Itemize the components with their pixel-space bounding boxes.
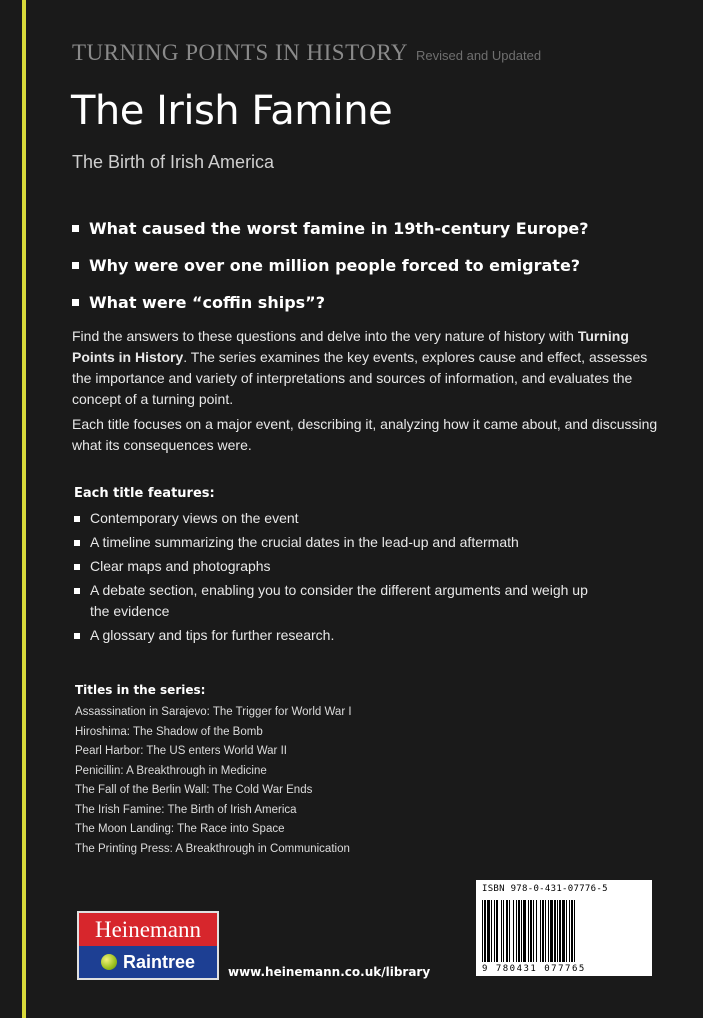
square-bullet-icon bbox=[72, 299, 79, 306]
intro-text: Find the answers to these questions and delve into the very nature of history with bbox=[72, 328, 578, 344]
publisher-logo bbox=[77, 911, 219, 980]
square-bullet-icon bbox=[74, 540, 80, 546]
feature-text: A debate section, enabling you to consider the different arguments and weigh up the evidence bbox=[90, 582, 588, 619]
logo-heinemann: Heinemann bbox=[79, 913, 217, 946]
isbn-label: ISBN 978-0-431-07776-5 bbox=[482, 884, 608, 894]
question-item bbox=[72, 284, 589, 321]
square-bullet-icon bbox=[74, 516, 80, 522]
barcode bbox=[476, 880, 652, 976]
barcode-number: 9 780431 077765 bbox=[482, 964, 586, 974]
barcode-bars-icon bbox=[480, 900, 648, 964]
square-bullet-icon bbox=[74, 633, 80, 639]
features-list bbox=[74, 508, 594, 649]
question-item bbox=[72, 247, 589, 284]
features-heading: Each title features: bbox=[74, 486, 215, 501]
series-title-item: The Irish Famine: The Birth of Irish America bbox=[75, 803, 297, 816]
intro-text-2: . The series examines the key events, explores cause and effect, assesses the importance and variety of interpretations and sources of information, and evaluates the concept of a turning point. bbox=[72, 349, 648, 407]
series-title-item: Hiroshima: The Shadow of the Bomb bbox=[75, 725, 263, 738]
titles-heading: Titles in the series: bbox=[75, 683, 206, 697]
intro-series-bold: Turning Points in History bbox=[72, 328, 629, 365]
intro-paragraph bbox=[72, 326, 662, 410]
square-bullet-icon bbox=[74, 564, 80, 570]
series-title-item: The Moon Landing: The Race into Space bbox=[75, 823, 285, 835]
feature-item bbox=[74, 556, 594, 577]
square-bullet-icon bbox=[74, 588, 80, 594]
book-subtitle: The Birth of Irish America bbox=[72, 152, 275, 172]
series-title-item: Pearl Harbor: The US enters World War II bbox=[75, 745, 287, 757]
series-title-item: Penicillin: A Breakthrough in Medicine bbox=[75, 764, 267, 777]
series-title-item: The Printing Press: A Breakthrough in Communication bbox=[75, 842, 350, 855]
series-header bbox=[72, 40, 541, 66]
question-text: Why were over one million people forced to emigrate? bbox=[89, 256, 581, 275]
series-title-item: Assassination in Sarajevo: The Trigger for World War I bbox=[75, 706, 352, 718]
book-title: The Irish Famine bbox=[71, 88, 393, 134]
intro-paragraph-2: Each title focuses on a major event, describing it, analyzing how it came about, and discussing what its consequences were. bbox=[72, 416, 658, 453]
feature-item bbox=[74, 508, 594, 529]
feature-item bbox=[74, 532, 594, 553]
feature-text: A glossary and tips for further research. bbox=[90, 627, 335, 643]
feature-text: Contemporary views on the event bbox=[90, 510, 299, 526]
logo-raintree bbox=[79, 946, 217, 978]
feature-item bbox=[74, 625, 594, 646]
question-list bbox=[72, 210, 589, 321]
feature-text: Clear maps and photographs bbox=[90, 558, 271, 574]
question-text: What were “coffin ships”? bbox=[89, 293, 325, 312]
series-edition: Revised and Updated bbox=[416, 48, 542, 63]
question-text: What caused the worst famine in 19th-century Europe? bbox=[89, 219, 589, 238]
publisher-url: www.heinemann.co.uk/library bbox=[228, 965, 431, 979]
globe-ball-icon bbox=[101, 954, 117, 970]
feature-item bbox=[74, 580, 594, 622]
series-title-item: The Fall of the Berlin Wall: The Cold War Ends bbox=[75, 784, 313, 796]
series-name: TURNING POINTS IN HISTORY bbox=[72, 40, 409, 65]
feature-text: A timeline summarizing the crucial dates in the lead-up and aftermath bbox=[90, 534, 519, 550]
logo-raintree-text: Raintree bbox=[122, 951, 196, 972]
spine-stripe bbox=[22, 0, 26, 1018]
square-bullet-icon bbox=[72, 262, 79, 269]
question-item bbox=[72, 210, 589, 247]
titles-list bbox=[75, 703, 352, 859]
square-bullet-icon bbox=[72, 225, 79, 232]
